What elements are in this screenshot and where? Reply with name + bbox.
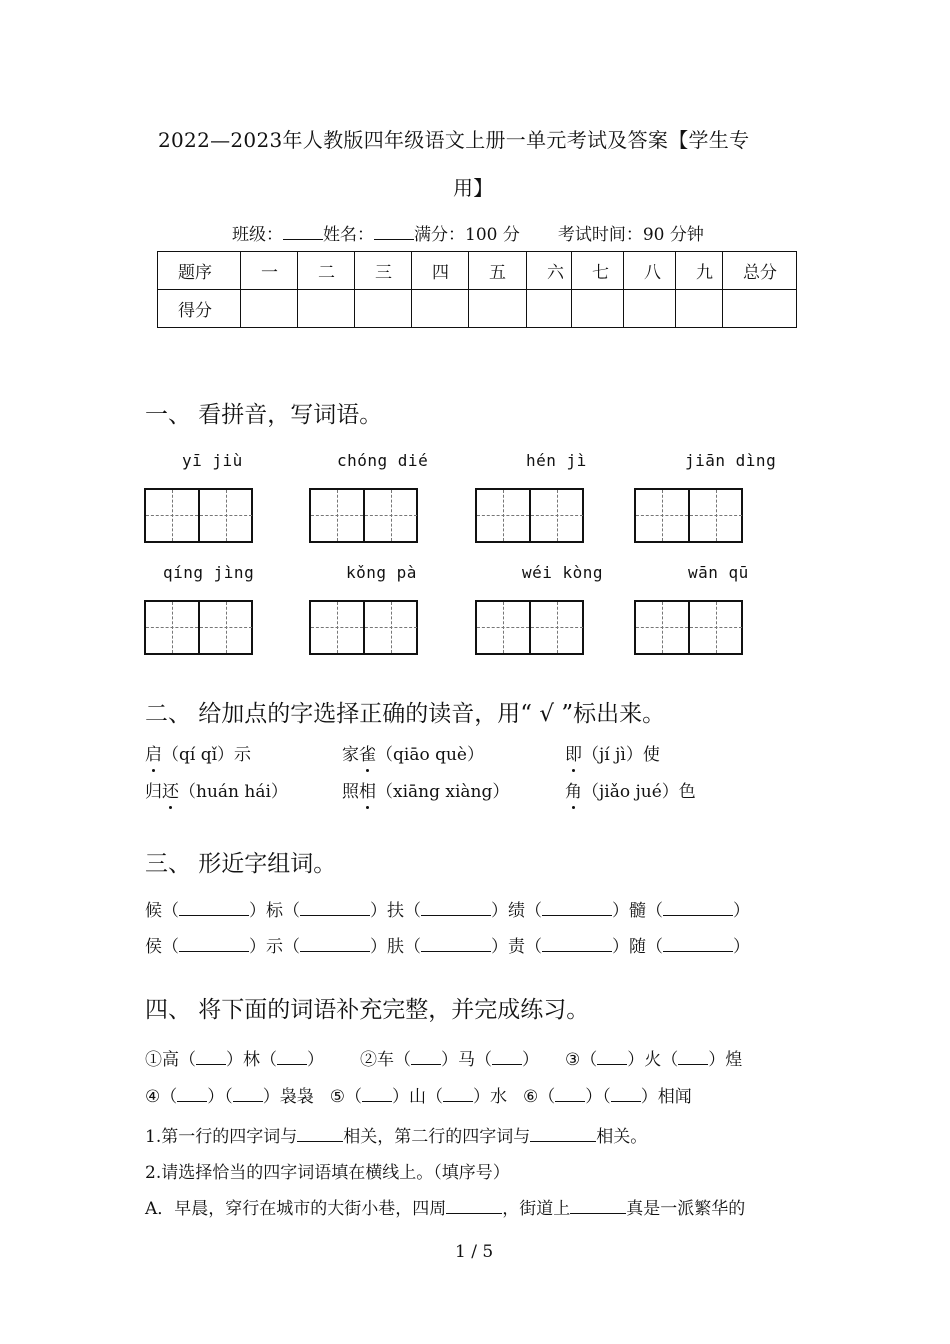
table-cell: 七 (572, 252, 624, 290)
writing-grid[interactable] (634, 488, 743, 543)
name-blank[interactable] (374, 239, 414, 240)
question-2: 2.请选择恰当的四字词语填在横线上。（填序号） (145, 1163, 510, 1183)
pinyin-label: wān qū (688, 563, 749, 582)
answer-blank[interactable] (300, 951, 370, 952)
class-label: 班级： (232, 225, 283, 245)
table-cell: 二 (298, 252, 355, 290)
dotted-char: 雀 (359, 740, 376, 765)
pronunciation-item[interactable]: 归还（huán hái） (145, 777, 288, 802)
answer-blank[interactable] (597, 1064, 627, 1065)
answer-blank[interactable] (663, 915, 733, 916)
score-cell[interactable] (527, 290, 572, 328)
answer-blank[interactable] (542, 915, 612, 916)
writing-grid[interactable] (144, 600, 253, 655)
pinyin-label: qíng jìng (163, 563, 255, 582)
char: 绩 (508, 901, 525, 921)
idiom-line-2: ④（ ）（ ）袅袅 ⑤（ ）山（ ）水 ⑥（ ）（ ）相闻 (145, 1087, 692, 1107)
writing-grid[interactable] (309, 600, 418, 655)
answer-blank[interactable] (411, 1064, 441, 1065)
table-cell: 一 (241, 252, 298, 290)
pinyin-label: wéi kòng (522, 563, 604, 582)
writing-grid[interactable] (475, 600, 584, 655)
table-cell: 九 (676, 252, 723, 290)
answer-blank[interactable] (362, 1101, 392, 1102)
full-score: 满分：100 分 (414, 225, 520, 245)
similar-chars-row-1: 候（ ）标（ ）扶（ ）绩（ ）髓（ ） (145, 901, 750, 921)
answer-blank[interactable] (277, 1064, 307, 1065)
answer-blank[interactable] (421, 951, 491, 952)
dotted-char: 启 (145, 740, 162, 765)
table-cell: 五 (469, 252, 527, 290)
score-table-header-row (158, 252, 797, 290)
score-cell[interactable] (676, 290, 723, 328)
table-cell: 八 (624, 252, 676, 290)
answer-blank[interactable] (492, 1064, 522, 1065)
idiom-line-1: ①高（ ）林（ ） ②车（ ）马（ ） ③（ ）火（ ）煌 (145, 1050, 743, 1070)
section-1-heading: 一、 看拼音，写词语。 (145, 402, 383, 428)
answer-blank[interactable] (196, 1064, 226, 1065)
pinyin-label: jiān dìng (685, 451, 777, 470)
writing-grid[interactable] (144, 488, 253, 543)
answer-blank[interactable] (177, 1101, 207, 1102)
char: 髓 (629, 901, 646, 921)
char: 扶 (387, 901, 404, 921)
question-a: A．早晨，穿行在城市的大街小巷，四周 ，街道上 真是一派繁华的 (145, 1199, 746, 1219)
score-table-score-row (158, 290, 797, 328)
writing-grid[interactable] (475, 488, 584, 543)
section-2-heading: 二、 给加点的字选择正确的读音，用“ √ ”标出来。 (145, 701, 666, 727)
pronunciation-item[interactable]: 照相（xiāng xiàng） (342, 777, 509, 802)
section-3-heading: 三、 形近字组词。 (145, 851, 337, 877)
score-cell[interactable] (624, 290, 676, 328)
pronunciation-item[interactable]: 即（jí jì）使 (565, 740, 660, 765)
page-title: 2022—2023年人教版四年级语文上册一单元考试及答案【学生专 (158, 128, 750, 152)
pronunciation-item[interactable]: 家雀（qiāo què） (342, 740, 484, 765)
char: 标 (266, 901, 283, 921)
answer-blank[interactable] (555, 1101, 585, 1102)
score-cell[interactable] (241, 290, 298, 328)
pinyin-label: chóng dié (337, 451, 429, 470)
answer-blank[interactable] (446, 1213, 502, 1214)
name-label: 姓名： (323, 225, 374, 245)
pinyin-label: hén jì (526, 451, 587, 470)
dotted-char: 角 (565, 777, 582, 802)
table-cell: 总分 (723, 252, 797, 290)
similar-chars-row-2: 侯（ ）示（ ）肤（ ）责（ ）随（ ） (145, 937, 750, 957)
answer-blank[interactable] (297, 1141, 343, 1142)
answer-blank[interactable] (443, 1101, 473, 1102)
answer-blank[interactable] (678, 1064, 708, 1065)
table-cell: 题序 (158, 252, 241, 290)
answer-blank[interactable] (611, 1101, 641, 1102)
answer-blank[interactable] (179, 951, 249, 952)
section-4-heading: 四、 将下面的词语补充完整，并完成练习。 (145, 997, 590, 1023)
table-cell: 三 (355, 252, 412, 290)
score-cell[interactable] (723, 290, 797, 328)
pinyin-label: yī jiù (182, 451, 243, 470)
writing-grid[interactable] (634, 600, 743, 655)
page-title-cont: 用】 (453, 176, 494, 200)
char: 肤 (387, 937, 404, 957)
pinyin-label: kǒng pà (346, 563, 417, 582)
score-table (157, 251, 797, 328)
score-cell[interactable] (412, 290, 469, 328)
class-blank[interactable] (283, 239, 323, 240)
score-cell[interactable] (572, 290, 624, 328)
score-cell[interactable] (469, 290, 527, 328)
score-cell[interactable] (298, 290, 355, 328)
pronunciation-item[interactable]: 角（jiǎo jué）色 (565, 777, 696, 802)
dotted-char: 即 (565, 740, 582, 765)
question-1: 1.第一行的四字词与 相关，第二行的四字词与 相关。 (145, 1127, 648, 1147)
exam-info-line (232, 220, 704, 245)
answer-blank[interactable] (542, 951, 612, 952)
table-cell: 六 (527, 252, 572, 290)
answer-blank[interactable] (233, 1101, 263, 1102)
char: 随 (629, 937, 646, 957)
answer-blank[interactable] (663, 951, 733, 952)
writing-grid[interactable] (309, 488, 418, 543)
char: 责 (508, 937, 525, 957)
page-number: 1 / 5 (455, 1242, 494, 1262)
answer-blank[interactable] (570, 1213, 626, 1214)
answer-blank[interactable] (421, 915, 491, 916)
answer-blank[interactable] (179, 915, 249, 916)
table-cell: 四 (412, 252, 469, 290)
dotted-char: 相 (359, 777, 376, 802)
char: 示 (266, 937, 283, 957)
char: 侯 (145, 937, 162, 957)
answer-blank[interactable] (530, 1141, 596, 1142)
exam-time: 考试时间：90 分钟 (557, 225, 704, 245)
table-cell: 得分 (158, 290, 241, 328)
pronunciation-item[interactable]: 启（qí qǐ）示 (145, 740, 251, 765)
score-cell[interactable] (355, 290, 412, 328)
answer-blank[interactable] (300, 915, 370, 916)
char: 候 (145, 901, 162, 921)
dotted-char: 还 (162, 777, 179, 802)
